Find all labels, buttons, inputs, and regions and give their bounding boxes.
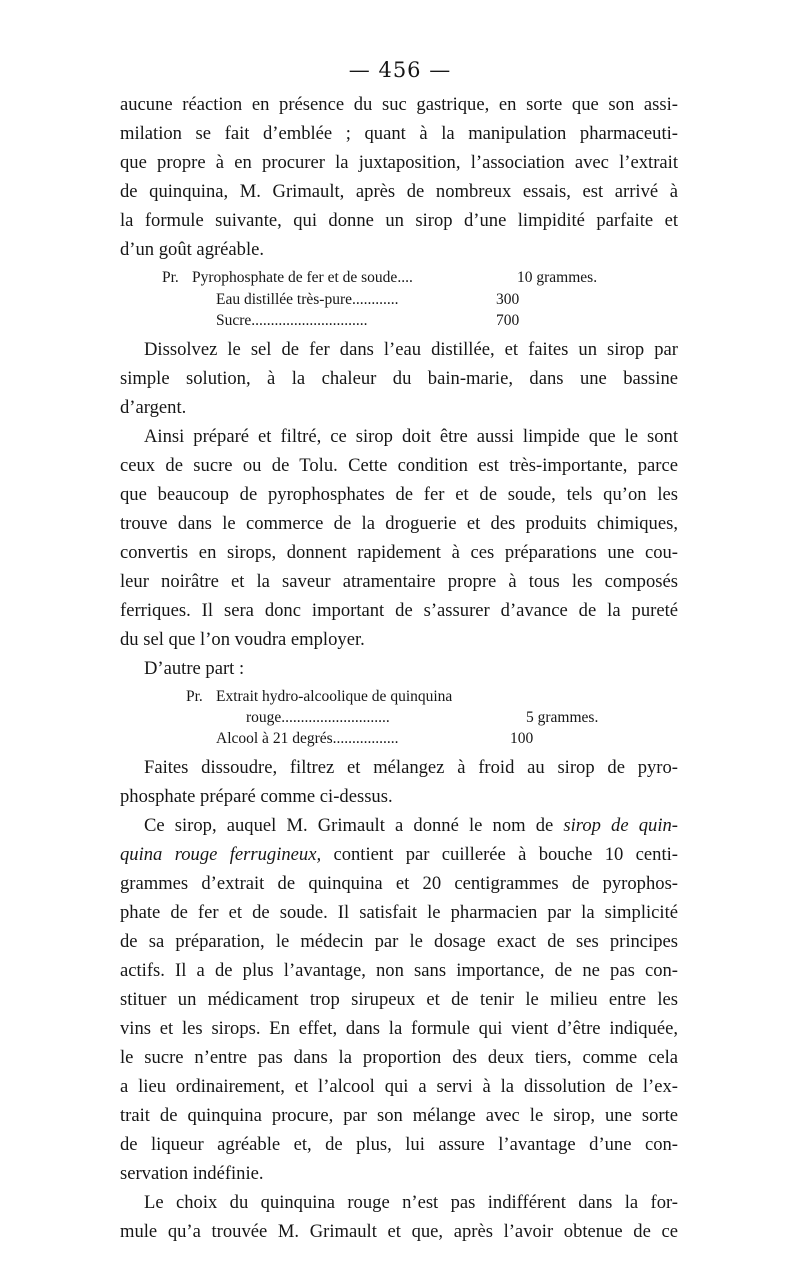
recipe-row: [120, 289, 678, 310]
recipe-quantity: 100: [510, 730, 534, 747]
text-line: Dissolvez le sel de fer dans l’eau distillée, et faites un sirop par: [144, 339, 678, 360]
recipe-prefix: Pr.: [162, 269, 179, 286]
text-line: que beaucoup de pyrophosphates de fer et de soude, tels qu’on les: [120, 484, 678, 505]
recipe-ingredient: Eau distillée très-pure............: [216, 291, 399, 308]
recipe-quantity: 700: [496, 312, 520, 329]
text-line: ferriques. Il sera donc important de s’assurer d’avance de la pureté: [120, 600, 678, 621]
text-line: de liqueur agréable et, de plus, lui assure l’avantage d’une con-: [120, 1134, 678, 1155]
text-line: ceux de sucre ou de Tolu. Cette condition est très-importante, parce: [120, 455, 678, 476]
paragraph-5: [120, 753, 678, 811]
text-line: de quinquina, M. Grimault, après de nombreux essais, est arrivé à: [120, 181, 678, 202]
recipe-ingredient: rouge............................: [246, 709, 390, 726]
recipe-ingredient: Extrait hydro-alcoolique de quinquina: [216, 688, 453, 705]
recipe-row: [120, 267, 678, 289]
text-line: actifs. Il a de plus l’avantage, non sans importance, de ne pas con-: [120, 960, 678, 981]
text-line: d’un goût agréable.: [120, 239, 265, 260]
page-body: [120, 90, 678, 1246]
text-line: [120, 840, 678, 869]
text-line: [120, 811, 678, 840]
text-run: contient par cuillerée à bouche 10 centi-: [321, 844, 678, 865]
recipe-row: [120, 686, 678, 707]
text-line: servation indéfinie.: [120, 1163, 264, 1184]
text-line: vins et les sirops. En effet, dans la formule qui vient d’être indiquée,: [120, 1018, 678, 1039]
text-line: phate de fer et de soude. Il satisfait le pharmacien par la simplicité: [120, 902, 678, 923]
text-line: la formule suivante, qui donne un sirop d’une limpidité parfaite et: [120, 210, 678, 231]
text-line: du sel que l’on voudra employer.: [120, 629, 365, 650]
text-line: convertis en sirops, donnent rapidement à ces préparations une cou-: [120, 542, 678, 563]
recipe-quantity: 10 grammes.: [517, 269, 598, 286]
recipe-quantity: 300: [496, 291, 520, 308]
recipe-1: [120, 267, 678, 331]
text-line: que propre à en procurer la juxtaposition, l’association avec l’extrait: [120, 152, 678, 173]
text-line: Ainsi préparé et filtré, ce sirop doit être aussi limpide que le sont: [144, 426, 678, 447]
recipe-row: [120, 728, 678, 749]
text-line: phosphate préparé comme ci-dessus.: [120, 786, 393, 807]
paragraph-2: [120, 335, 678, 422]
recipe-prefix: Pr.: [186, 688, 203, 705]
recipe-ingredient: Pyrophosphate de fer et de soude....: [192, 269, 413, 286]
text-line: milation se fait d’emblée ; quant à la manipulation pharmaceuti-: [120, 123, 678, 144]
text-line: simple solution, à la chaleur du bain-marie, dans une bassine: [120, 368, 678, 389]
recipe-ingredient: Sucre..............................: [216, 312, 368, 329]
text-line: le sucre n’entre pas dans la proportion des deux tiers, comme cela: [120, 1047, 678, 1068]
paragraph-1: [120, 90, 678, 264]
recipe-quantity: 5 grammes.: [526, 709, 599, 726]
italic-run: quina rouge ferrugineux,: [120, 844, 322, 865]
page-number: — 456 —: [348, 58, 452, 82]
text-line: grammes d’extrait de quinquina et 20 centigrammes de pyrophos-: [120, 873, 678, 894]
paragraph-7: [120, 1188, 678, 1246]
paragraph-4: [120, 654, 678, 683]
text-line: trait de quinquina procure, par son mélange avec le sirop, une sorte: [120, 1105, 678, 1126]
text-run: Ce sirop, auquel M. Grimault a donné le nom de: [144, 815, 564, 836]
text-line: mule qu’a trouvée M. Grimault et que, après l’avoir obtenue de ce: [120, 1221, 678, 1242]
text-line: D’autre part :: [144, 658, 245, 679]
recipe-2: [120, 686, 678, 749]
text-line: d’argent.: [120, 397, 187, 418]
italic-run: sirop de quin-: [563, 815, 678, 836]
text-line: aucune réaction en présence du suc gastrique, en sorte que son assi-: [120, 94, 678, 115]
text-line: trouve dans le commerce de la droguerie et des produits chimiques,: [120, 513, 678, 534]
text-line: leur noirâtre et la saveur atramentaire propre à tous les composés: [120, 571, 678, 592]
text-line: de sa préparation, le médecin par le dosage exact de ses principes: [120, 931, 678, 952]
text-line: Faites dissoudre, filtrez et mélangez à froid au sirop de pyro-: [144, 757, 678, 778]
paragraph-3: [120, 422, 678, 654]
recipe-row: [120, 310, 678, 331]
text-line: stituer un médicament trop sirupeux et de tenir le milieu entre les: [120, 989, 678, 1010]
paragraph-6: [120, 811, 678, 1188]
recipe-ingredient: Alcool à 21 degrés.................: [216, 730, 399, 747]
recipe-row: [120, 707, 678, 728]
text-line: a lieu ordinairement, et l’alcool qui a servi à la dissolution de l’ex-: [120, 1076, 678, 1097]
text-line: Le choix du quinquina rouge n’est pas indifférent dans la for-: [144, 1192, 678, 1213]
